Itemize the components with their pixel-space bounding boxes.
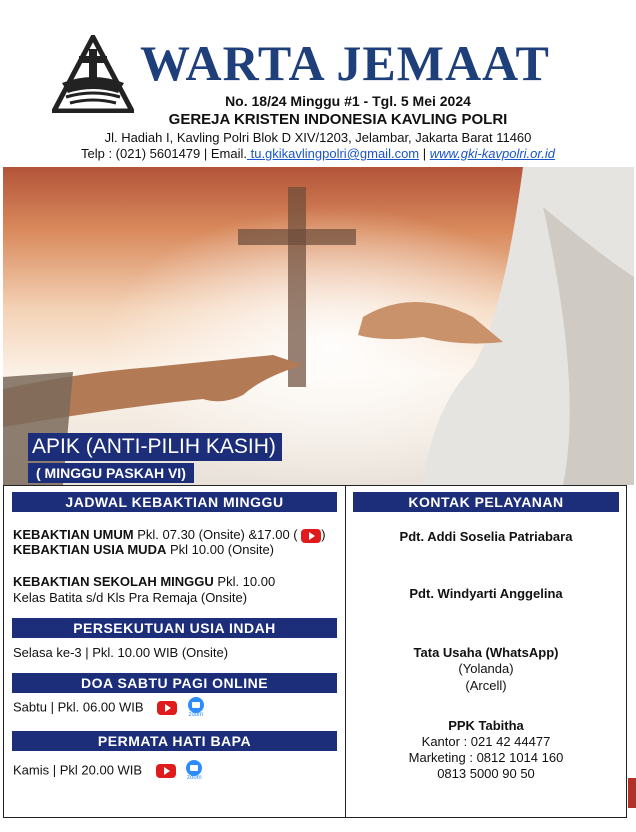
pastor-2: Pdt. Windyarti Anggelina [409,586,563,601]
sermon-title: APIK (ANTI-PILIH KASIH) [28,433,282,461]
permata-row [13,760,205,782]
ppk-office-phone: Kantor : 021 42 44477 [421,734,551,749]
email-link[interactable]: tu.gkikavlingpolri@gmail.com [246,146,420,161]
permata-detail: Kamis | Pkl 20.00 WIB [13,762,143,778]
permata-heading: PERMATA HATI BAPA [12,731,337,751]
sermon-subtitle: ( MINGGU PASKAH VI) [28,463,194,483]
contact-line [0,146,636,161]
website-link[interactable]: www.gki-kavpolri.or.id [429,146,555,161]
doa-row [13,697,207,719]
zoom-icon[interactable]: zoom [183,760,205,782]
ppk-marketing-phone-2: 0813 5000 90 50 [437,766,535,781]
office-contact-2: (Arcell) [465,678,507,693]
youtube-icon[interactable] [156,764,176,778]
umum-close: ) [321,527,326,542]
office-contact-1: (Yolanda) [458,661,514,676]
sekolah-label: KEBAKTIAN SEKOLAH MINGGU [13,574,214,589]
office-label: Tata Usaha (WhatsApp) [413,645,559,660]
newsletter-title: WARTA JEMAAT [140,35,550,91]
sekolah-detail: Kelas Batita s/d Kls Pra Remaja (Onsite) [13,590,248,605]
separator: | [419,146,430,161]
kebaktian-umum [13,527,326,543]
youtube-icon[interactable] [157,701,177,715]
ppk-marketing-phone: Marketing : 0812 1014 160 [408,750,564,765]
kebaktian-sekolah-minggu [13,574,275,589]
doa-detail: Sabtu | Pkl. 06.00 WIB [13,699,144,715]
muda-time: Pkl 10.00 (Onsite) [166,542,275,557]
page-edge-mark [628,778,636,808]
ppk-label: PPK Tabitha [448,718,524,733]
umum-time: Pkl. 07.30 (Onsite) &17.00 ( [133,527,298,542]
phone-text: Telp : (021) 5601479 | Email. [81,146,247,161]
youtube-icon[interactable] [301,529,321,543]
kebaktian-usia-muda [13,542,274,557]
muda-label: KEBAKTIAN USIA MUDA [13,542,167,557]
umum-label: KEBAKTIAN UMUM [13,527,134,542]
schedule-heading: JADWAL KEBAKTIAN MINGGU [12,492,337,512]
doa-heading: DOA SABTU PAGI ONLINE [12,673,337,693]
zoom-icon[interactable]: zoom [185,697,207,719]
persekutuan-heading: PERSEKUTUAN USIA INDAH [12,618,337,638]
church-address: Jl. Hadiah I, Kavling Polri Blok D XIV/1203, Jelambar, Jakarta Barat 11460 [104,130,532,145]
sekolah-time: Pkl. 10.00 [213,574,276,589]
persekutuan-detail: Selasa ke-3 | Pkl. 10.00 WIB (Onsite) [13,645,229,660]
church-name: GEREJA KRISTEN INDONESIA KAVLING POLRI [168,111,508,128]
issue-info: No. 18/24 Minggu #1 - Tgl. 5 Mei 2024 [225,93,471,109]
pastor-1: Pdt. Addi Soselia Patriabara [399,529,573,544]
contact-heading: KONTAK PELAYANAN [353,492,619,512]
